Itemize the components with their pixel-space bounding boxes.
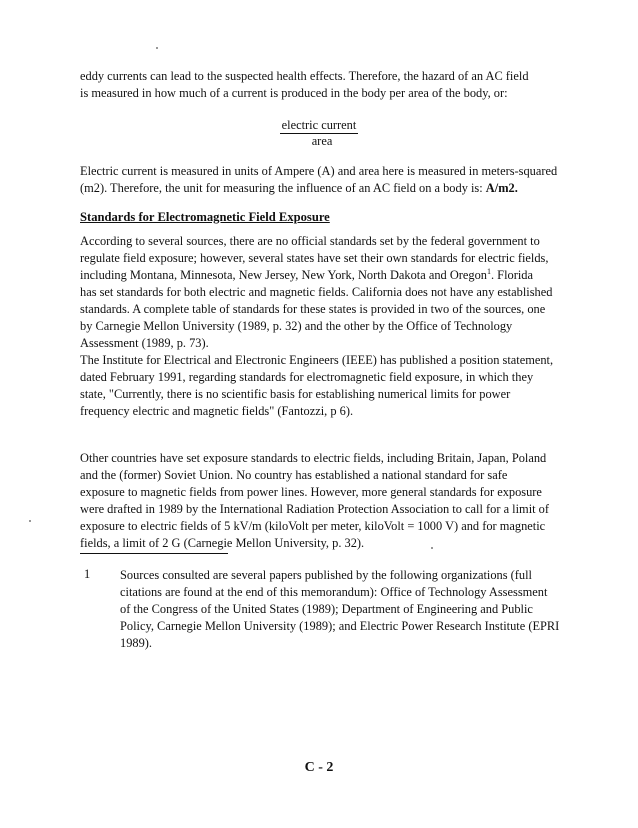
text-line: dated February 1991, regarding standards for electromagnetic field exposure, in which they xyxy=(80,370,534,384)
text-segment: . Florida xyxy=(490,268,533,282)
text-line: frequency electric and magnetic fields" (Fantozzi, p 6). xyxy=(80,404,354,418)
text-line xyxy=(80,267,566,284)
unit-bold: A/m2. xyxy=(485,181,518,195)
text-segment: (m2). Therefore, the unit for measuring the influence of an AC field on a body is: xyxy=(80,181,486,195)
fraction-numerator: electric current xyxy=(281,118,357,132)
text-line: were drafted in 1989 by the International Radiation Protection Association to call for a limit of xyxy=(80,502,549,516)
text-line: fields, a limit of 2 G (Carnegie Mellon University, p. 32). xyxy=(80,536,365,550)
text-line: exposure to magnetic fields from power lines. However, more general standards for exposure xyxy=(80,485,542,499)
text-line: eddy currents can lead to the suspected health effects. Therefore, the hazard of an AC field xyxy=(80,69,529,83)
text-line: The Institute for Electrical and Electronic Engineers (IEEE) has published a position statement, xyxy=(80,353,554,367)
fraction-denominator: area xyxy=(311,134,333,148)
text-line: 1989). xyxy=(120,636,153,650)
paragraph-units xyxy=(80,163,566,197)
scan-speck xyxy=(29,520,31,522)
paragraph-states-standards xyxy=(80,233,566,352)
text-line: state, "Currently, there is no scientific basis for establishing numerical limits for power xyxy=(80,387,511,401)
text-line: Policy, Carnegie Mellon University (1989); and Electric Power Research Institute (EPRI xyxy=(120,619,560,633)
fraction-formula xyxy=(0,118,638,149)
text-segment: including Montana, Minnesota, New Jersey, New York, North Dakota and Oregon xyxy=(80,268,487,282)
text-line: is measured in how much of a current is produced in the body per area of the body, or: xyxy=(80,86,508,100)
footnote-number: 1 xyxy=(84,567,91,581)
scan-speck xyxy=(156,47,158,49)
text-line: Sources consulted are several papers published by the following organizations (full xyxy=(120,568,532,582)
text-line: standards. A complete table of standards for these states is provided in two of the sources, one xyxy=(80,302,546,316)
text-line: Other countries have set exposure standards to electric fields, including Britain, Japan, Poland xyxy=(80,451,547,465)
text-line: exposure to electric fields of 5 kV/m (kiloVolt per meter, kiloVolt = 1000 V) and for magnetic xyxy=(80,519,546,533)
text-line: of the Congress of the United States (1989); Department of Engineering and Public xyxy=(120,602,533,616)
section-heading: Standards for Electromagnetic Field Exposure xyxy=(80,210,330,224)
scan-speck xyxy=(431,547,433,549)
paragraph-ieee xyxy=(80,352,566,420)
text-line: by Carnegie Mellon University (1989, p. 32) and the other by the Office of Technology xyxy=(80,319,513,333)
text-line xyxy=(80,180,566,197)
text-line: has set standards for both electric and magnetic fields. California does not have any established xyxy=(80,285,553,299)
text-line: Electric current is measured in units of Ampere (A) and area here is measured in meters-squared xyxy=(80,164,558,178)
text-line: and the (former) Soviet Union. No country has established a national standard for safe xyxy=(80,468,508,482)
page-number: C - 2 xyxy=(304,760,334,775)
text-line: According to several sources, there are no official standards set by the federal government to xyxy=(80,234,540,248)
text-line: citations are found at the end of this memorandum): Office of Technology Assessment xyxy=(120,585,548,599)
footnote-text xyxy=(120,567,568,652)
footnote-divider xyxy=(80,553,228,554)
paragraph-other-countries xyxy=(80,450,566,552)
paragraph-eddy-currents xyxy=(80,68,566,102)
text-line: regulate field exposure; however, several states have set their own standards for electric fields, xyxy=(80,251,549,265)
text-line: Assessment (1989, p. 73). xyxy=(80,336,209,350)
footnote-reference[interactable]: 1 xyxy=(486,266,491,276)
